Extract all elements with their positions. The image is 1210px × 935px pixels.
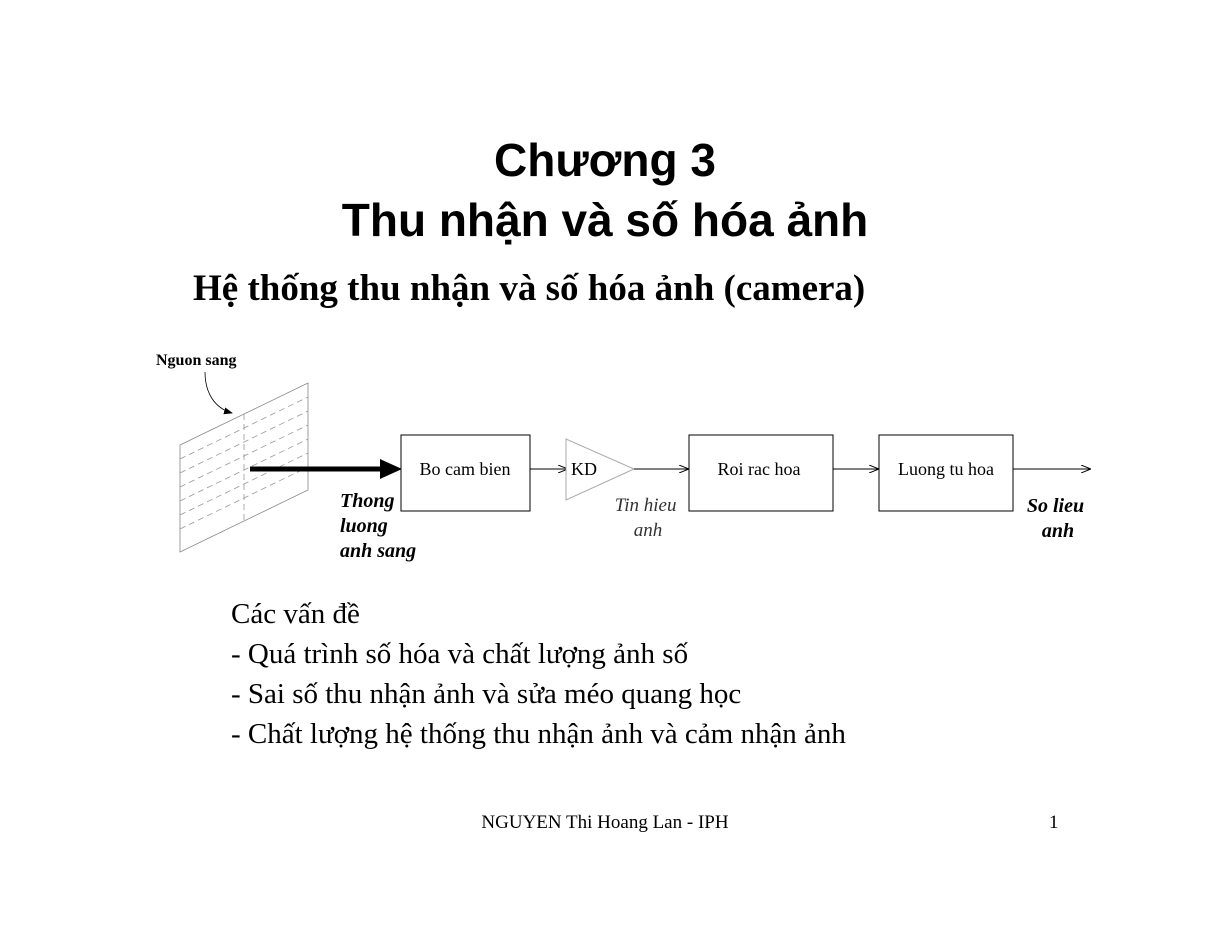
- quantization-block-label: Luong tu hoa: [898, 459, 994, 479]
- light-source-label: Nguon sang: [156, 352, 237, 369]
- issue-item: - Quá trình số hóa và chất lượng ảnh số: [231, 638, 689, 670]
- slide-subtitle: Hệ thống thu nhận và số hóa ảnh (camera): [193, 268, 866, 309]
- page-number: 1: [1049, 812, 1059, 833]
- light-flux-label: Thong luong anh sang: [340, 490, 417, 562]
- issue-item: - Sai số thu nhận ảnh và sửa méo quang học: [231, 678, 742, 710]
- image-signal-label: Tin hieu anh: [614, 495, 677, 541]
- footer-author: NGUYEN Thi Hoang Lan - IPH: [481, 812, 729, 833]
- issue-item: - Chất lượng hệ thống thu nhận ảnh và cảm nhận ảnh: [231, 718, 846, 750]
- camera-system-diagram: [0, 340, 1210, 580]
- chapter-subject: Thu nhận và số hóa ảnh: [341, 194, 869, 246]
- issues-heading: Các vấn đề: [231, 598, 360, 630]
- chapter-title: Chương 3: [494, 134, 716, 186]
- light-flux-arrow: [250, 459, 402, 479]
- issues-list: [231, 594, 846, 754]
- sensor-block-label: Bo cam bien: [419, 459, 511, 479]
- light-source-pointer: [205, 372, 232, 413]
- sampling-block-label: Roi rac hoa: [717, 459, 801, 479]
- image-data-label: So lieu anh: [1026, 495, 1085, 542]
- amplifier-label: KD: [571, 459, 597, 479]
